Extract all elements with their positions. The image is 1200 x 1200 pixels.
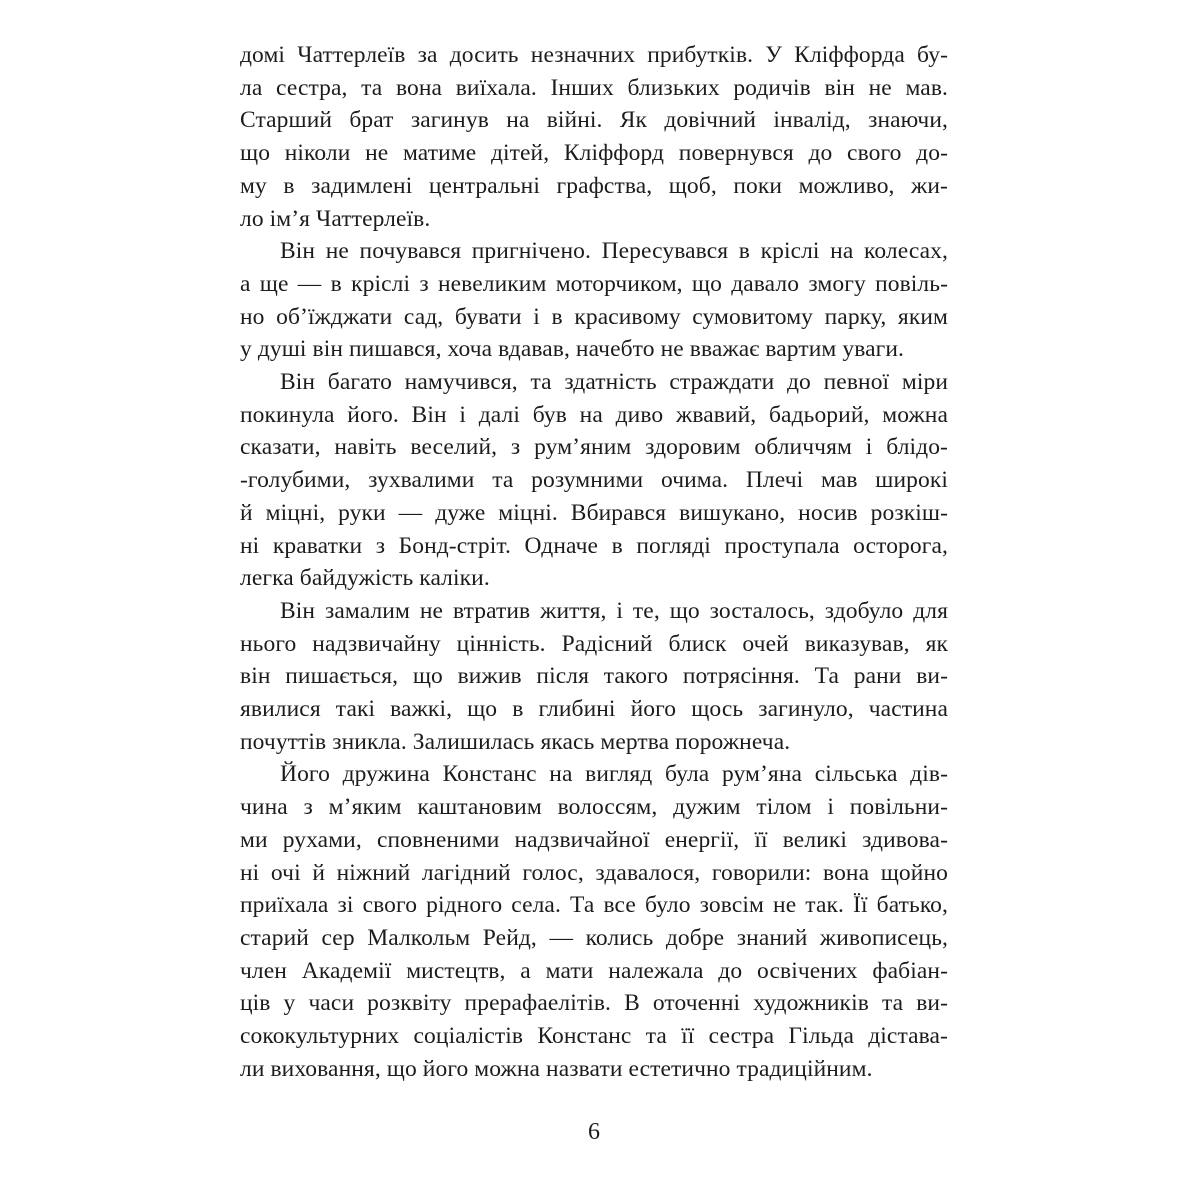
text-line: явилися такі важкі, що в глибині його щось загинуло, частина (240, 696, 948, 723)
text-line: Він замалим не втратив життя, і те, що зосталось, здобуло для (280, 597, 948, 624)
page-number: 6 (588, 1119, 600, 1145)
paragraph (240, 758, 948, 1085)
text-line: ли виховання, що його можна назвати естетично традиційним. (240, 1055, 873, 1082)
text-line: Старший брат загинув на війні. Як довічний інвалід, знаючи, (240, 107, 948, 134)
text-line: Його дружина Констанс на вигляд була рум’яна сільська дів- (280, 761, 948, 788)
text-line: Він не почувався пригнічено. Пересувався в кріслі на колесах, (280, 238, 948, 265)
paragraph (240, 366, 948, 595)
paragraph (240, 595, 948, 759)
text-line: домі Чаттерлеїв за досить незначних прибутків. У Кліффорда бу- (240, 42, 948, 68)
text-line: старий сер Малкольм Рейд, — колись добре знаний живописець, (240, 924, 948, 951)
text-line: ло ім’я Чаттерлеїв. (240, 205, 431, 232)
text-line: му в задимлені центральні графства, щоб, поки можливо, жи- (240, 172, 948, 199)
text-line: но об’їжджати сад, бувати і в красивому сумовитому парку, яким (240, 303, 948, 330)
text-line: а ще — в кріслі з невеликим моторчиком, що давало змогу повіль- (240, 270, 948, 297)
text-line: легка байдужість каліки. (240, 565, 490, 592)
text-line: почуттів зникла. Залишилась якась мертва порожнеча. (240, 728, 791, 755)
text-line: ців у часи розквіту прерафаелітів. В оточенні художників та ви- (240, 990, 948, 1017)
text-line: Він багато намучився, та здатність страждати до певної міри (280, 369, 948, 396)
text-line: приїхала зі свого рідного села. Та все було зовсім не так. Її батько, (240, 892, 948, 919)
paragraph (240, 39, 948, 235)
text-line: у душі він пишався, хоча вдавав, начебто не вважає вартим уваги. (240, 336, 904, 363)
text-line: нього надзвичайну цінність. Радісний блиск очей виказував, як (240, 630, 948, 657)
text-line: ми рухами, сповненими надзвичайної енергії, її великі здивова- (240, 826, 948, 853)
text-line: й міцні, руки — дуже міцні. Вбирався вишукано, носив розкіш- (240, 499, 948, 526)
text-block (240, 39, 948, 1086)
text-line: чина з м’яким каштановим волоссям, дужим тілом і повільни- (240, 794, 948, 821)
text-line: член Академії мистецтв, а мати належала до освічених фабіан- (240, 957, 948, 984)
text-line: сококультурних соціалістів Констанс та її сестра Гільда дістава- (240, 1023, 948, 1050)
paragraph (240, 235, 948, 366)
text-line: ла сестра, та вона виїхала. Інших близьких родичів він не мав. (240, 74, 948, 101)
text-line: покинула його. Він і далі був на диво жвавий, бадьорий, можна (240, 401, 948, 428)
text-line: ні краватки з Бонд-стріт. Одначе в погляді проступала осторога, (240, 532, 948, 559)
text-line: ні очі й ніжний лагідний голос, здавалося, говорили: вона щойно (240, 859, 948, 886)
text-line: сказати, навіть веселий, з рум’яним здоровим обличчям і блідо- (240, 434, 948, 461)
text-line: -голубими, зухвалими та розумними очима. Плечі мав широкі (240, 467, 948, 494)
text-line: що ніколи не матиме дітей, Кліффорд повернувся до свого до- (240, 140, 948, 167)
text-line: він пишається, що вижив після такого потрясіння. Та рани ви- (240, 663, 948, 690)
